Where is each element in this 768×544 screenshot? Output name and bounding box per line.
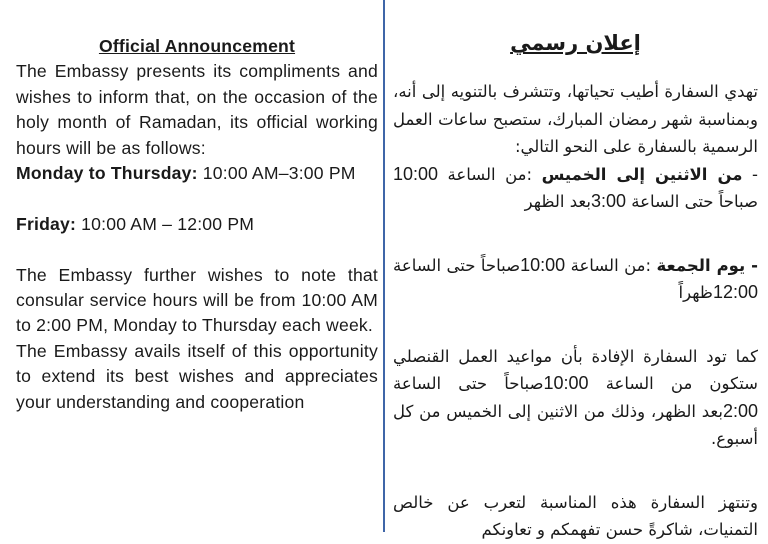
english-fri-label: Friday: [16, 213, 77, 234]
spacer [393, 216, 758, 252]
arabic-fri-from: :من الساعة [565, 255, 657, 275]
arabic-closing: وتنتهز السفارة هذه المناسبة لتعرب عن خالص التمنيات، شاكرةً حسن تفهمكم و تعاونكم [393, 492, 758, 539]
arabic-intro: تهدي السفارة أطيب تحياتها، وتتشرف بالتنويه إلى أنه، وبمناسبة شهر رمضان المبارك، ستصبح ساعات العمل الرسمية بالسفارة على النحو التالي: [393, 82, 758, 156]
arabic-consular-b: صباحاً حتى الساعة [393, 374, 544, 393]
column-divider [383, 0, 385, 532]
english-mon-thu-hours [16, 161, 378, 186]
arabic-fri-start: 10:00 [520, 254, 566, 275]
english-fri-hours [16, 212, 378, 237]
arabic-fri-dash: - [745, 255, 758, 275]
arabic-mon-thu-dash: - [742, 164, 758, 184]
arabic-mon-thu-after: بعد الظهر [524, 192, 591, 211]
arabic-fri-end: 12:00 [712, 282, 758, 302]
english-fri-time: 10:00 AM – 12:00 PM [76, 213, 255, 234]
arabic-mon-thu-start: 10:00 [393, 163, 439, 184]
spacer [16, 186, 378, 211]
english-title: Official Announcement [98, 36, 296, 56]
arabic-fri-after: ظهراً [678, 283, 713, 302]
arabic-mon-thu-from: :من الساعة [438, 164, 542, 184]
arabic-fri-hours [393, 252, 758, 307]
arabic-fri-label: يوم الجمعة [656, 255, 746, 275]
arabic-column [393, 26, 758, 544]
arabic-mon-thu-end: 3:00 [590, 191, 627, 211]
english-intro: The Embassy presents its compliments and wishes to inform that, on the occasion of the holy month of Ramadan, its official working hours will be as follows: [16, 61, 378, 158]
english-consular-note: The Embassy further wishes to note that consular service hours will be from 10:00 AM to 2:00 PM, Monday to Thursday each week. [16, 264, 378, 336]
spacer [16, 237, 378, 262]
arabic-consular-c: بعد الظهر، وذلك من الاثنين إلى الخميس من كل أسبوع. [393, 401, 758, 448]
english-closing: The Embassy avails itself of this opportunity to extend its best wishes and appreciates your understanding and cooperation [16, 340, 378, 412]
spacer [393, 453, 758, 489]
english-mon-thu-time: 10:00 AM–3:00 PM [197, 163, 356, 184]
arabic-consular-a: كما تود السفارة الإفادة بأن مواعيد العمل القنصلي ستكون من الساعة [393, 346, 758, 393]
english-mon-thu-label: Monday to Thursday: [16, 163, 198, 184]
arabic-mon-thu-hours [393, 161, 758, 216]
arabic-title: إعلان رسمي [510, 31, 641, 55]
arabic-consular-note [393, 343, 758, 453]
arabic-consular-end: 2:00 [722, 400, 758, 421]
arabic-mon-thu-to: صباحاً حتى الساعة [626, 192, 758, 211]
english-column [16, 34, 378, 415]
spacer [393, 307, 758, 343]
arabic-consular-start: 10:00 [543, 373, 589, 393]
arabic-fri-to: صباحاً حتى الساعة [393, 255, 521, 275]
arabic-mon-thu-label: من الاثنين إلى الخميس [541, 164, 743, 184]
